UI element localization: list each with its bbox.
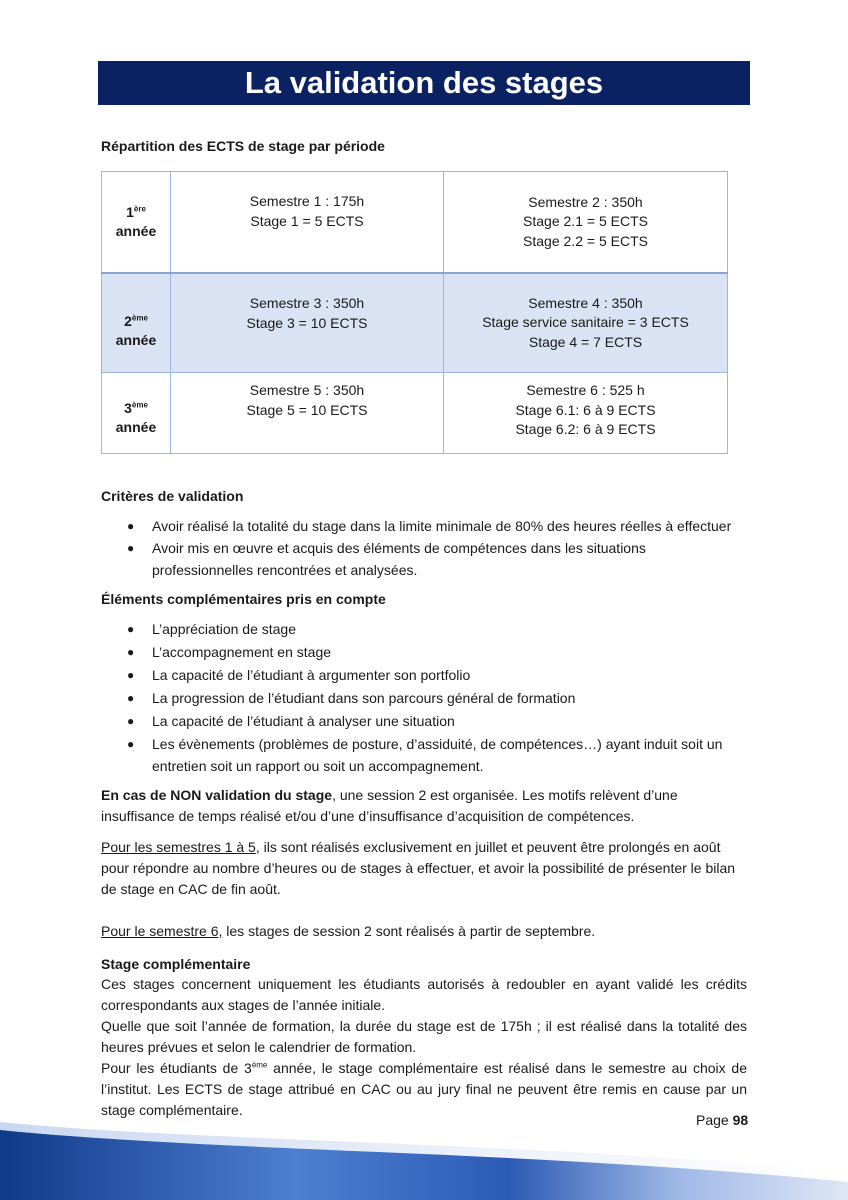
bullet-icon: ●: [127, 519, 135, 533]
list-item: ● La capacité de l’étudiant à analyser une situation: [101, 710, 747, 732]
bullet-icon: ●: [127, 622, 135, 636]
list-item: ● L’appréciation de stage: [101, 618, 747, 640]
semester-6-paragraph: Pour le semestre 6, les stages de session 2 sont réalisés à partir de septembre.: [101, 923, 596, 939]
complementary-elements-heading: Éléments complémentaires pris en compte: [101, 591, 386, 607]
criteria-list: [101, 515, 747, 581]
bullet-icon: ●: [127, 645, 135, 659]
complementary-elements-list: [101, 618, 747, 777]
list-item: ● Avoir mis en œuvre et acquis des éléments de compétences dans les situations professionnelles rencontrées et analysées.: [101, 537, 747, 581]
list-item: ● L’accompagnement en stage: [101, 641, 747, 663]
ects-table: [101, 171, 728, 454]
bullet-icon: ●: [127, 737, 135, 751]
semester-cell: Semestre 4 : 350h Stage service sanitaire = 3 ECTS Stage 4 = 7 ECTS: [444, 273, 728, 373]
bullet-icon: ●: [127, 691, 135, 705]
semester-cell: Semestre 3 : 350h Stage 3 = 10 ECTS: [171, 273, 444, 373]
list-item: ● La capacité de l’étudiant à argumenter son portfolio: [101, 664, 747, 686]
year-cell: 1ère année: [102, 172, 171, 274]
bullet-icon: ●: [127, 668, 135, 682]
complementary-stage-heading: Stage complémentaire: [101, 956, 251, 972]
complementary-stage-p1: Ces stages concernent uniquement les étudiants autorisés à redoubler en ayant validé les crédits correspondants aux stages de l’année initiale.: [101, 976, 747, 1013]
table-row: [102, 273, 728, 373]
page-content: [101, 136, 747, 1121]
page-number: Page 98: [696, 1112, 749, 1128]
table-row: [102, 172, 728, 274]
semester-cell: Semestre 2 : 350h Stage 2.1 = 5 ECTS Stage 2.2 = 5 ECTS: [444, 172, 728, 274]
semesters-1-5-paragraph: Pour les semestres 1 à 5, ils sont réalisés exclusivement en juillet et peuvent être prolongés en août pour répondre au nombre d’heures ou de stages à effectuer, et avoir la possibilité de présenter le bilan de stage en CAC de fin août.: [101, 839, 736, 897]
year-cell: 3ème année: [102, 373, 171, 454]
table-row: [102, 373, 728, 454]
year-cell: 2ème année: [102, 273, 171, 373]
complementary-stage-p2: Quelle que soit l’année de formation, la durée du stage est de 175h ; il est réalisé dans la totalité des heures prévues et selon le calendrier de formation.: [101, 1018, 747, 1055]
semester-cell: Semestre 5 : 350h Stage 5 = 10 ECTS: [171, 373, 444, 454]
list-item: ● Les évènements (problèmes de posture, d’assiduité, de compétences…) ayant induit soit un entretien soit un rapport ou soit un accompagnement.: [101, 733, 747, 777]
non-validation-paragraph: En cas de NON validation du stage, une session 2 est organisée. Les motifs relèvent d’une insuffisance de temps réalisé et/ou d’une d’insuffisance d’acquisition de compétences.: [101, 787, 678, 824]
footer-wave-decoration: [0, 1122, 848, 1200]
bullet-icon: ●: [127, 541, 135, 555]
list-item: ● La progression de l’étudiant dans son parcours général de formation: [101, 687, 747, 709]
complementary-stage-p3: Pour les étudiants de 3ème année, le stage complémentaire est réalisé dans le semestre au choix de l’institut. Les ECTS de stage attribué en CAC ou au jury final ne peuvent être remis en cause par un stage complémentaire.: [101, 1060, 747, 1118]
criteria-heading: Critères de validation: [101, 488, 244, 504]
list-item: ● Avoir réalisé la totalité du stage dans la limite minimale de 80% des heures réelles à effectuer: [101, 515, 747, 537]
semester-cell: Semestre 1 : 175h Stage 1 = 5 ECTS: [171, 172, 444, 274]
bullet-icon: ●: [127, 714, 135, 728]
page-title: La validation des stages: [98, 61, 750, 105]
semester-cell: Semestre 6 : 525 h Stage 6.1: 6 à 9 ECTS Stage 6.2: 6 à 9 ECTS: [444, 373, 728, 454]
ects-heading: Répartition des ECTS de stage par période: [101, 138, 385, 154]
